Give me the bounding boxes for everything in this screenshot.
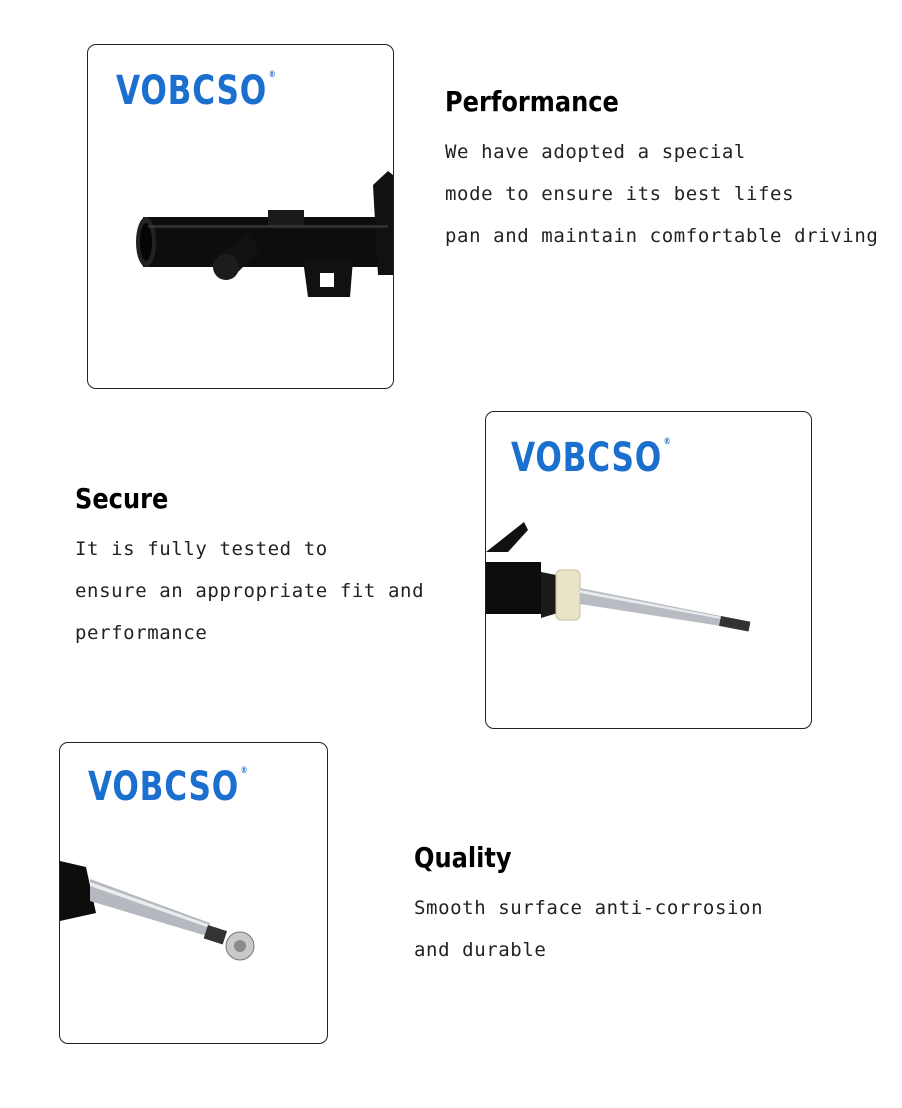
shock-rod-end-image <box>60 743 327 1043</box>
section-title-performance: Performance <box>445 85 619 118</box>
registered-mark: ® <box>268 70 276 80</box>
brand-logo-text: VOBCSO <box>116 68 268 114</box>
desc-line: We have adopted a special <box>445 141 746 163</box>
desc-line: performance <box>75 622 208 644</box>
section-desc-quality <box>414 887 763 971</box>
registered-mark: ® <box>663 437 671 447</box>
section-desc-performance <box>445 131 878 257</box>
desc-line: pan and maintain comfortable driving <box>445 225 879 247</box>
product-image-card-rod-end <box>59 742 328 1044</box>
product-image-card-body <box>87 44 394 389</box>
section-title-secure: Secure <box>75 482 169 515</box>
desc-line: mode to ensure its best lifes <box>445 183 795 205</box>
section-title-quality: Quality <box>414 841 512 874</box>
brand-logo-text: VOBCSO <box>88 764 240 810</box>
desc-line: Smooth surface anti-corrosion <box>414 897 764 919</box>
brand-logo-text: VOBCSO <box>511 435 663 481</box>
section-desc-secure <box>75 528 424 654</box>
shock-rod-image <box>486 412 811 728</box>
product-image-card-rod <box>485 411 812 729</box>
registered-mark: ® <box>240 766 248 776</box>
desc-line: ensure an appropriate fit and <box>75 580 425 602</box>
desc-line: It is fully tested to <box>75 538 328 560</box>
shock-body-image <box>88 45 393 388</box>
desc-line: and durable <box>414 939 547 961</box>
